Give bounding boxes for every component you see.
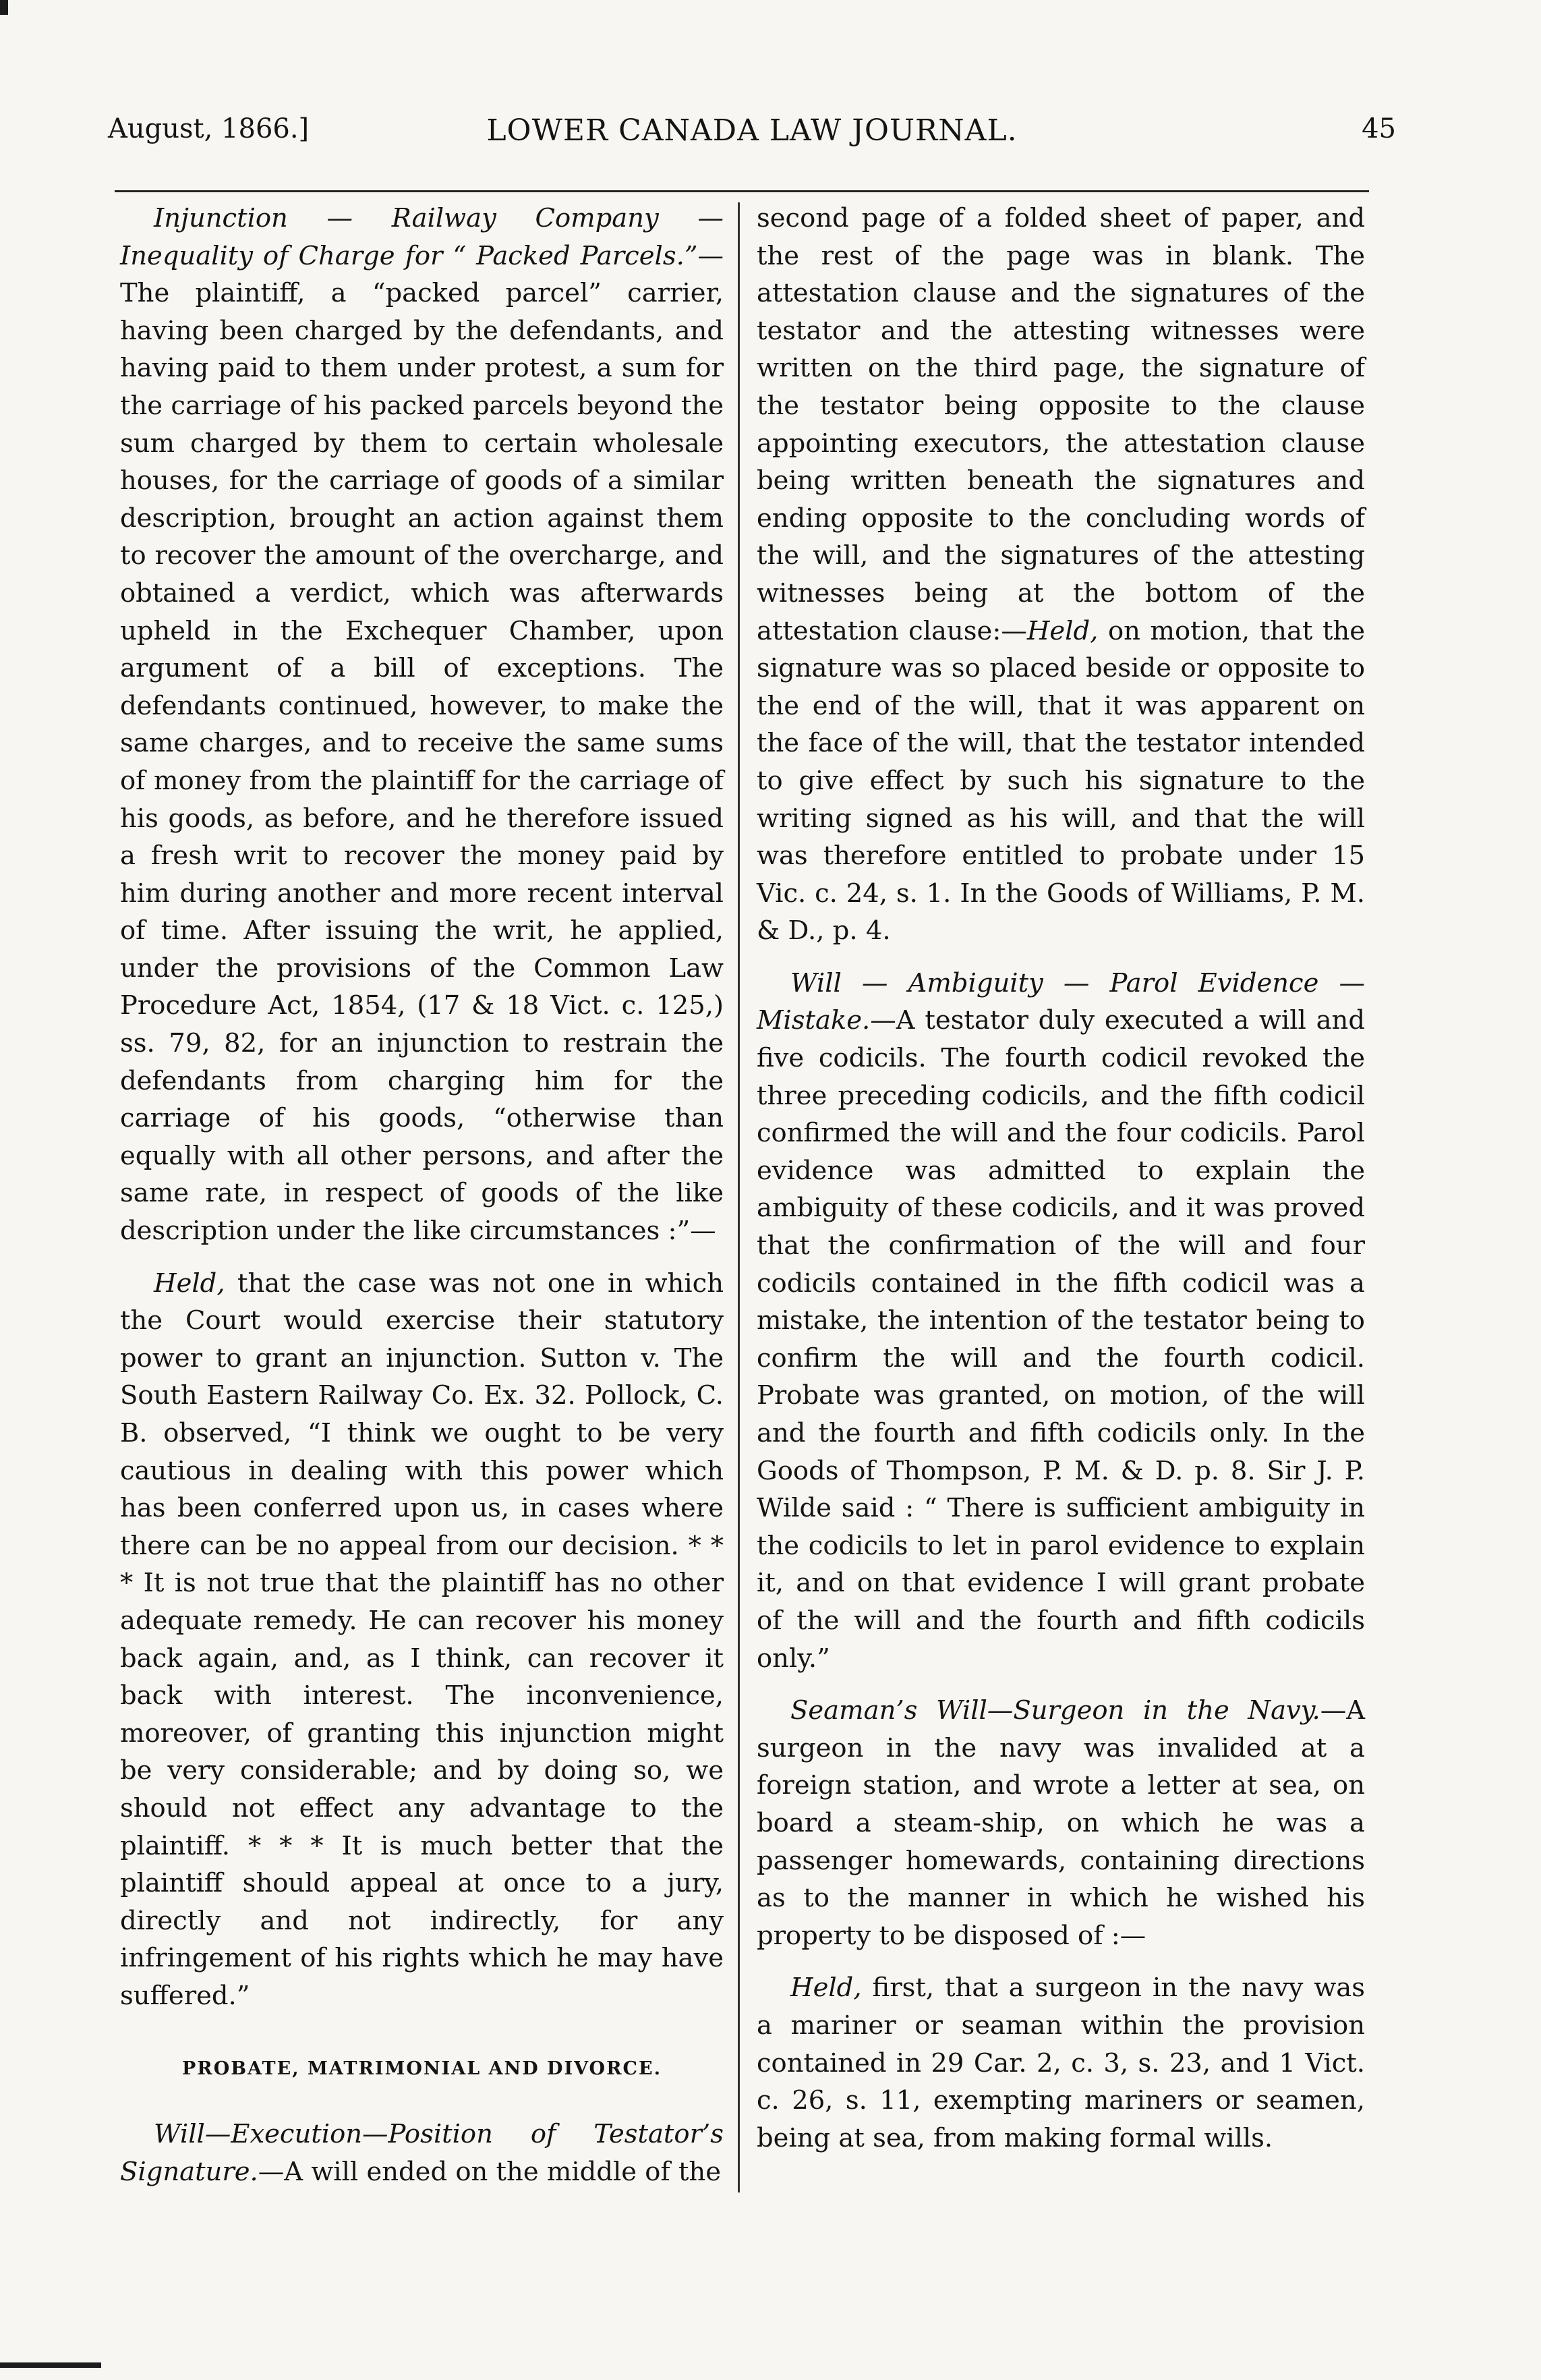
case-seamans-will-holding xyxy=(757,1969,1365,2157)
case-summary: —A will ended on the middle of the xyxy=(258,2156,722,2187)
case-heading: Will—Execution—Position of Testator’s Signature. xyxy=(120,2119,724,2187)
corner-mark-top xyxy=(0,0,8,15)
section-caption: PROBATE, MATRIMONIAL AND DIVORCE. xyxy=(182,2058,662,2079)
held-label: Held, xyxy=(154,1268,225,1299)
page-number: 45 xyxy=(1362,113,1396,144)
case-heading: Seaman’s Will—Surgeon in the Navy. xyxy=(790,1695,1320,1726)
right-column xyxy=(757,200,1365,2157)
held-label: Held, xyxy=(1026,615,1099,646)
case-will-execution-continued xyxy=(757,200,1365,950)
journal-title: LOWER CANADA LAW JOURNAL. xyxy=(486,113,1018,148)
corner-mark-bottom xyxy=(0,2362,101,2368)
case-summary: second page of a folded sheet of paper, and the rest of the page was in blank. The attestation clause and the signatures of the testator and the attesting witnesses were written on the third page, the signature of the testator being opposite to the clause appointing executors, the attestation clause being written beneath the signatures and ending opposite to the concluding words of the will, and the signatures of the attesting witnesses being at the bottom of the attestation clause:— xyxy=(757,203,1365,646)
case-heading: Injunction — Railway Company — Inequality of Charge for “ Packed Parcels.” xyxy=(120,203,724,271)
case-will-execution xyxy=(120,2116,724,2190)
issue-date: August, 1866.] xyxy=(108,113,310,144)
case-summary: —A testator duly executed a will and five codicils. The fourth codicil revoked the three preceding codicils, and the fifth codicil confirmed the will and the four codicils. Parol evidence was admitted to explain the ambiguity of these codicils, and it was proved that the confirmation of the will and four codicils contained in the fifth codicil was a mistake, the intention of the testator being to confirm the will and the fourth codicil. Probate was granted, on motion, of the will and the fourth and fifth codicils only. In the Goods of Thompson, P. M. & D. p. 8. Sir J. P. Wilde said : “ There is sufficient ambiguity in the codicils to let in parol evidence to explain it, and on that evidence I will grant probate of the will and the fourth and fifth codicils only.” xyxy=(757,1005,1365,1674)
held-label: Held, xyxy=(790,1973,862,2004)
case-holding xyxy=(120,1265,724,2015)
case-will-ambiguity xyxy=(757,965,1365,1677)
case-injunction xyxy=(120,200,724,1250)
header-rule xyxy=(115,190,1369,192)
column-divider xyxy=(738,202,740,2192)
holding-text: on motion, that the signature was so placed beside or opposite to the end of the will, that it was apparent on the face of the will, that the testator intended to give effect by such his signature to the writing signed as his will, and that the will was therefore entitled to probate under 15 Vic. c. 24, s. 1. In the Goods of Williams, P. M. & D., p. 4. xyxy=(757,615,1366,946)
running-header xyxy=(108,113,1396,161)
holding-text: first, that a surgeon in the navy was a mariner or seaman within the provision contained in 29 Car. 2, c. 3, s. 23, and 1 Vict. c. 26, s. 11, exempting mariners or seamen, being at sea, from making formal wills. xyxy=(757,1973,1365,2153)
case-summary: —The plaintiff, a “packed parcel” carrier, having been charged by the defendants, and having paid to them under protest, a sum for the carriage of his packed parcels beyond the sum charged by them to certain wholesale houses, for the carriage of goods of a similar description, brought an action against them to recover the amount of the overcharge, and obtained a verdict, which was afterwards upheld in the Exchequer Chamber, upon argument of a bill of exceptions. The defendants continued, however, to make the same charges, and to receive the same sums of money from the plaintiff for the carriage of his goods, as before, and he therefore issued a fresh writ to recover the money paid by him during another and more recent interval of time. After issuing the writ, he applied, under the provisions of the Common Law Procedure Act, 1854, (17 & 18 Vict. c. 125,) ss. 79, 82, for an injunction to restrain the defendants from charging him for the carriage of his goods, “otherwise than equally with all other persons, and after the same rate, in respect of goods of the like description under the like circumstances :”— xyxy=(120,240,724,1247)
holding-text: that the case was not one in which the Court would exercise their statutory power to grant an injunction. Sutton v. The South Eastern Railway Co. Ex. 32. Pollock, C. B. observed, “I think we ought to be very cautious in dealing with this power which has been conferred upon us, in cases where there can be no appeal from our decision. * * * It is not true that the plaintiff has no other adequate remedy. He can recover his money back again, and, as I think, can recover it back with interest. The inconvenience, moreover, of granting this injunction might be very considerable; and by doing so, we should not effect any advantage to the plaintiff. * * * It is much better that the plaintiff should appeal at once to a jury, directly and not indirectly, for any infringement of his rights which he may have suffered.” xyxy=(120,1268,724,2011)
case-summary: —A surgeon in the navy was invalided at a foreign station, and wrote a letter at sea, on board a steam-ship, on which he was a passenger homewards, containing directions as to the manner in which he wished his property to be disposed of :— xyxy=(757,1695,1365,1951)
left-column xyxy=(120,200,724,2190)
case-heading: Will — Ambiguity — Parol Evidence — Mistake. xyxy=(757,967,1365,1036)
case-seamans-will xyxy=(757,1692,1365,1954)
